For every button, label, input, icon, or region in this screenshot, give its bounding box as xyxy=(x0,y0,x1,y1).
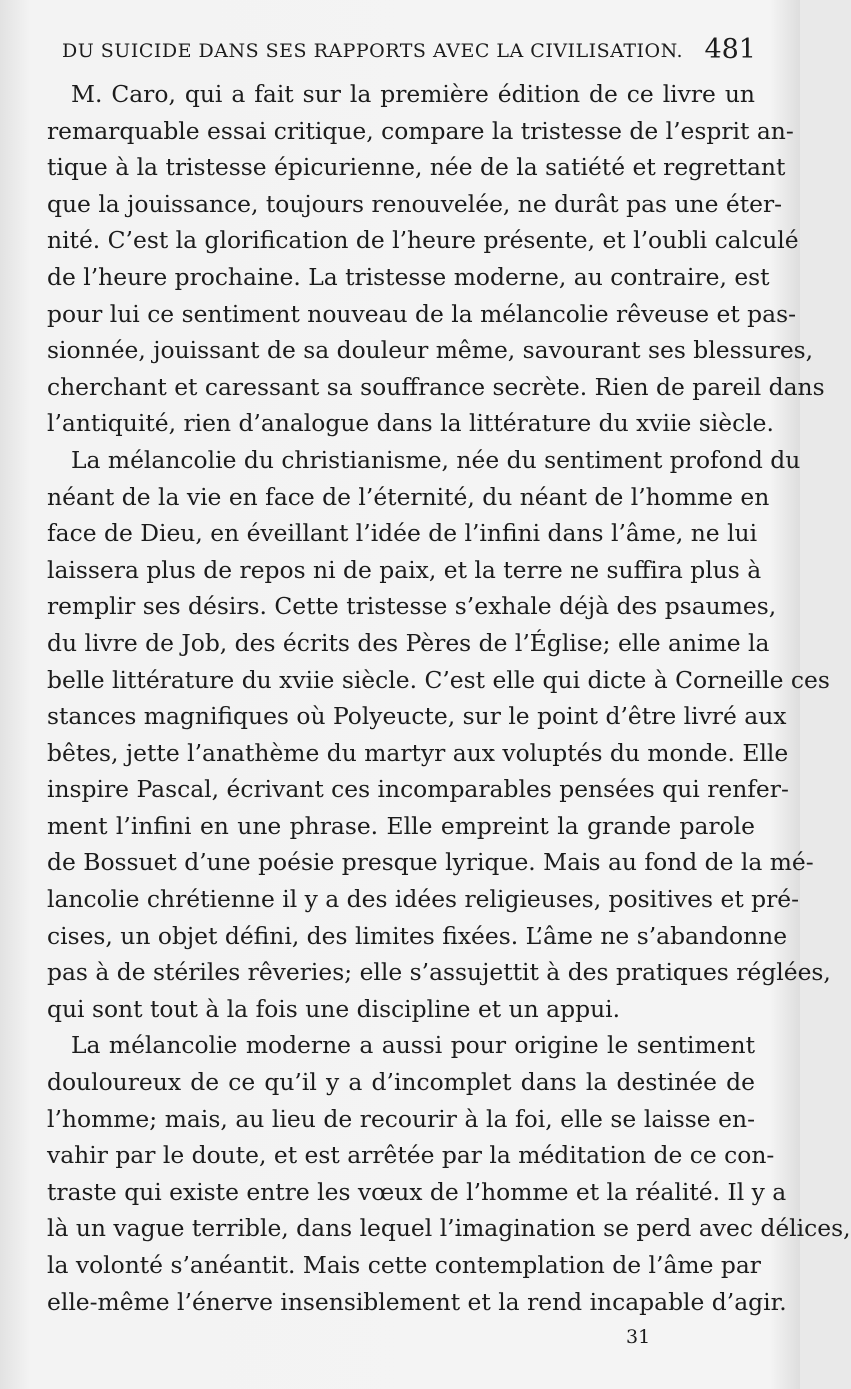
text-line: là un vague terrible, dans lequel l’imagination se perd avec délices, xyxy=(47,1214,851,1243)
text-line: traste qui existe entre les vœux de l’homme et la réalité. Il y a xyxy=(47,1177,787,1206)
signature-mark: 31 xyxy=(626,1326,651,1348)
text-line: lancolie chrétienne il y a des idées religieuses, positives et pré- xyxy=(47,885,800,914)
text-line: remarquable essai critique, compare la tristesse de l’esprit an- xyxy=(47,116,794,145)
page-header xyxy=(62,34,756,70)
text-line: cises, un objet défini, des limites fixées. L’âme ne s’abandonne xyxy=(47,921,788,950)
text-line: tique à la tristesse épicurienne, née de la satiété et regrettant xyxy=(47,153,786,182)
text-line: laissera plus de repos ni de paix, et la terre ne suffira plus à xyxy=(47,555,762,584)
text-line: que la jouissance, toujours renouvelée, ne durât pas une éter- xyxy=(47,189,783,218)
text-line: la volonté s’anéantit. Mais cette contemplation de l’âme par xyxy=(47,1251,761,1279)
text-line: néant de la vie en face de l’éternité, du néant de l’homme en xyxy=(47,482,770,511)
text-line: inspire Pascal, écrivant ces incomparables pensées qui renfer- xyxy=(47,775,789,804)
text-line: sionnée, jouissant de sa douleur même, savourant ses blessures, xyxy=(47,336,814,365)
text-line: douloureux de ce qu’il y a d’incomplet dans la destinée de xyxy=(47,1068,755,1097)
text-line: bêtes, jette l’anathème du martyr aux voluptés du monde. Elle xyxy=(47,738,789,767)
text-line: de l’heure prochaine. La tristesse moderne, au contraire, est xyxy=(47,262,770,291)
text-line: La mélancolie du christianisme, née du sentiment profond du xyxy=(71,445,801,474)
text-line: pour lui ce sentiment nouveau de la mélancolie rêveuse et pas- xyxy=(47,299,796,328)
text-line: M. Caro, qui a fait sur la première édition de ce livre un xyxy=(71,80,755,108)
text-line: l’antiquité, rien d’analogue dans la littérature du xviie siècle. xyxy=(47,409,774,438)
page-number: 481 xyxy=(704,34,756,65)
text-line: de Bossuet d’une poésie presque lyrique. Mais au fond de la mé- xyxy=(47,848,814,877)
running-head: DU SUICIDE DANS SES RAPPORTS AVEC LA CIVILISATION. xyxy=(62,40,684,62)
text-line: elle-même l’énerve insensiblement et la rend incapable d’agir. xyxy=(47,1287,787,1316)
text-line: du livre de Job, des écrits des Pères de l’Église; elle anime la xyxy=(47,628,770,657)
text-line: La mélancolie moderne a aussi pour origine le sentiment xyxy=(71,1031,755,1060)
text-line: vahir par le doute, et est arrêtée par la méditation de ce con- xyxy=(47,1141,775,1170)
text-line: pas à de stériles rêveries; elle s’assujettit à des pratiques réglées, xyxy=(47,958,831,987)
text-line: qui sont tout à la fois une discipline et un appui. xyxy=(47,994,621,1023)
text-line: cherchant et caressant sa souffrance secrète. Rien de pareil dans xyxy=(47,372,825,401)
text-line: belle littérature du xviie siècle. C’est elle qui dicte à Corneille ces xyxy=(47,665,830,694)
text-line: face de Dieu, en éveillant l’idée de l’infini dans l’âme, ne lui xyxy=(47,519,758,548)
text-line: nité. C’est la glorification de l’heure présente, et l’oubli calculé xyxy=(47,226,799,255)
text-line: l’homme; mais, au lieu de recourir à la foi, elle se laisse en- xyxy=(47,1104,755,1133)
text-line: ment l’infini en une phrase. Elle empreint la grande parole xyxy=(47,811,755,840)
body-text xyxy=(47,76,851,1320)
text-line: stances magnifiques où Polyeucte, sur le point d’être livré aux xyxy=(47,702,787,731)
text-line: remplir ses désirs. Cette tristesse s’exhale déjà des psaumes, xyxy=(47,592,777,621)
